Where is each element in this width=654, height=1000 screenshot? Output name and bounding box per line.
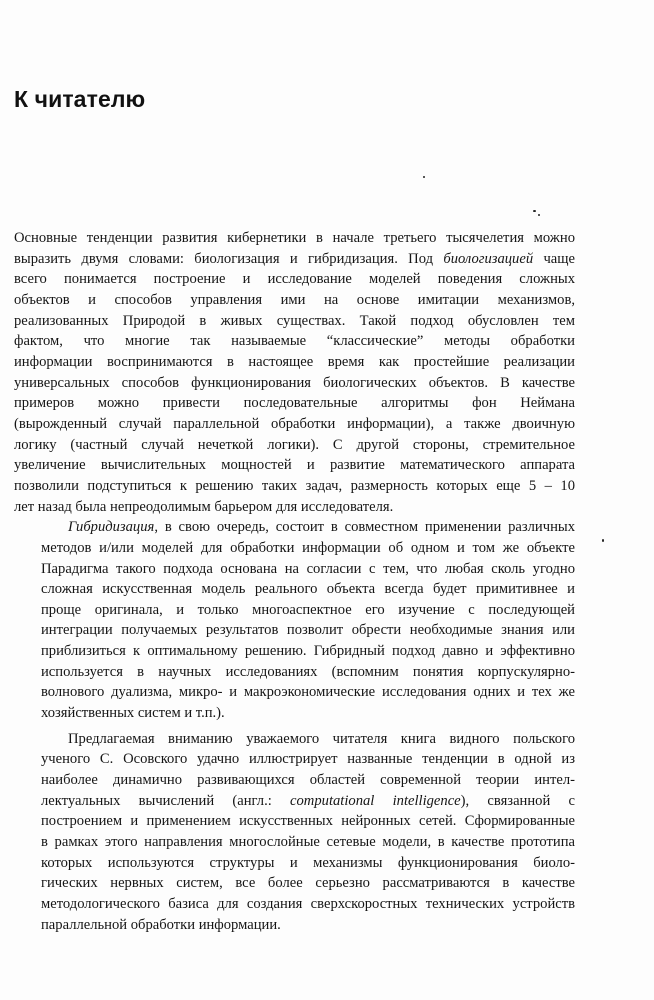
- text-line: используется в научных исследованиях (вспомним понятия корпускулярно-: [41, 663, 575, 680]
- text-line: информации воспринимаются в настоящее время как простейшие реализации: [14, 353, 575, 370]
- text-line: ученого С. Осовского удачно иллюстрирует названные тенденции в одной из: [41, 751, 575, 768]
- scan-speck: [533, 210, 536, 212]
- paragraph: [14, 517, 575, 724]
- scan-speck: [423, 176, 425, 178]
- text-line: интеграции получаемых результатов позволит обрести необходимые знания или: [41, 622, 575, 639]
- text-line: проще оригинала, и только многоаспектное его изучение с последующей: [41, 601, 575, 618]
- italic-term: Гибридизация: [68, 519, 155, 536]
- text-line: параллельной обработки информации.: [41, 916, 281, 933]
- text-line: хозяйственных систем и т.п.).: [41, 705, 225, 722]
- text-line: выразить двумя словами: биологизация и гибридизация. Под биологизацией чаще: [14, 250, 575, 267]
- text-line: логику (частный случай нечеткой логики). С другой стороны, стремительное: [14, 436, 575, 453]
- body-text: [14, 228, 575, 935]
- text-line: лектуальных вычислений (англ.: computational intelligence), связанной с: [41, 792, 575, 809]
- scan-speck: [602, 539, 604, 542]
- text-line: универсальных способов функционирования биологических объектов. В качестве: [14, 374, 575, 391]
- text-line: примеров можно привести последовательные алгоритмы фон Неймана: [14, 395, 575, 412]
- text-line: Основные тенденции развития кибернетики в начале третьего тысячелетия можно: [14, 230, 575, 246]
- text-line: реализованных Природой в живых существах. Такой подход обусловлен тем: [14, 312, 575, 329]
- paragraph: [14, 228, 575, 517]
- text-line: фактом, что многие так называемые “классические” методы обработки: [14, 333, 575, 350]
- page-title: К читателю: [14, 86, 146, 112]
- text-line: (вырожденный случай параллельной обработки информации), а также двоичную: [14, 415, 575, 432]
- text-line: всего понимается построение и исследование моделей поведения сложных: [14, 271, 575, 288]
- text-line: лет назад была непреодолимым барьером для исследователя.: [14, 498, 394, 515]
- text-line: методов и/или моделей для обработки информации об одном и том же объекте: [41, 539, 575, 556]
- text-line: Предлагаемая вниманию уважаемого читателя книга видного польского: [68, 730, 575, 747]
- text-line: методологического базиса для создания сверхскоростных технических устройств: [41, 896, 575, 912]
- text-line: приблизиться к оптимальному решению. Гибридный подход давно и эффективно: [41, 643, 575, 660]
- italic-term: computational intelligence: [290, 792, 461, 809]
- text-line: объектов и способов управления ими на основе имитации механизмов,: [14, 291, 575, 308]
- text-line: волнового дуализма, микро- и макроэкономические исследования одних и тех же: [41, 684, 575, 701]
- scan-speck: [538, 214, 540, 216]
- text-line: сложная искусственная модель реального объекта всегда будет примитивнее и: [41, 581, 575, 598]
- text-line: построением и применением искусственных нейронных сетей. Сформированные: [41, 813, 575, 830]
- text-line: наиболее динамично развивающихся областей современной теории интел-: [41, 772, 575, 789]
- italic-term: биологизацией: [443, 250, 534, 267]
- text-line: позволили подступиться к решению таких задач, размерность которых еще 5 – 10: [14, 477, 575, 494]
- text-line: Парадигма такого подхода основана на согласии с тем, что любая сколь угодно: [41, 560, 575, 577]
- text-line: которых используются структуры и механизмы функционирования биоло-: [41, 854, 575, 871]
- text-line: гических нервных систем, все более серьезно рассматриваются в качестве: [41, 875, 575, 892]
- text-line: Гибридизация, в свою очередь, состоит в совместном применении различных: [68, 519, 575, 536]
- paragraph: [14, 729, 575, 936]
- text-line: в рамках этого направления многослойные сетевые модели, в качестве прототипа: [41, 834, 575, 851]
- text-line: увеличение вычислительных мощностей и развитие математического аппарата: [14, 457, 575, 474]
